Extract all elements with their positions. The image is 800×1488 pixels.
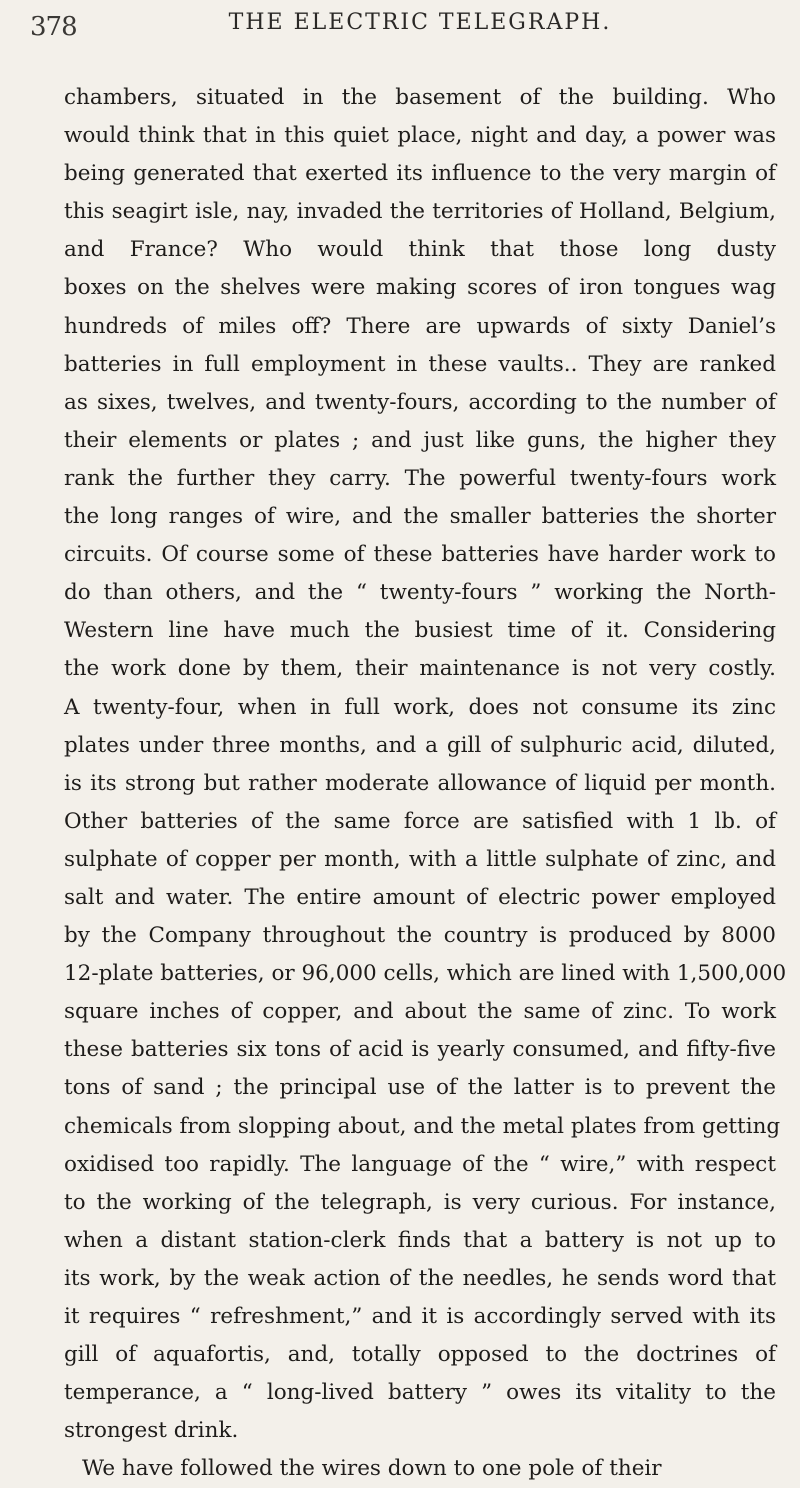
text-line: oxidised too rapidly. The language of the “ wire,” with respect [64, 1151, 776, 1177]
body-text [64, 79, 787, 1488]
text-line: the long ranges of wire, and the smaller batteries the shorter [64, 504, 776, 530]
text-line: to the working of the telegraph, is very curious. For instance, [64, 1189, 776, 1215]
paragraph-end-line: strongest drink. [64, 1418, 239, 1444]
text-line: it requires “ refreshment,” and it is accordingly served with its [64, 1304, 776, 1329]
text-line: A twenty-four, when in full work, does not consume its zinc [64, 694, 776, 720]
text-line: Western line have much the busiest time of it. Considering [64, 618, 776, 644]
text-line: circuits. Of course some of these batteries have harder work to [64, 542, 776, 568]
text-line: as sixes, twelves, and twenty-fours, according to the number of [64, 389, 776, 415]
text-line: is its strong but rather moderate allowance of liquid per month. [64, 770, 776, 796]
text-line: do than others, and the “ twenty-fours ” working the North- [64, 580, 776, 606]
text-line: batteries in full employment in these vaults.. They are ranked [64, 351, 776, 377]
text-line: 12-plate batteries, or 96,000 cells, which are lined with 1,500,000 [64, 961, 787, 987]
text-line: this seagirt isle, nay, invaded the territories of Holland, Belgium, [64, 199, 776, 225]
text-line: the work done by them, their maintenance is not very costly. [64, 656, 776, 682]
text-line: its work, by the weak action of the needles, he sends word that [64, 1265, 776, 1291]
text-line: would think that in this quiet place, night and day, a power was [64, 123, 776, 149]
text-line: temperance, a “ long-lived battery ” owes its vitality to the [64, 1380, 776, 1406]
running-head: THE ELECTRIC TELEGRAPH. [228, 10, 612, 35]
text-line: sulphate of copper per month, with a little sulphate of zinc, and [64, 846, 776, 872]
text-line: tons of sand ; the principal use of the latter is to prevent the [64, 1075, 776, 1101]
text-line: salt and water. The entire amount of electric power employed [64, 884, 776, 910]
text-line: these batteries six tons of acid is yearly consumed, and fifty-five [64, 1037, 776, 1063]
text-line: their elements or plates ; and just like guns, the higher they [64, 427, 776, 453]
text-line: boxes on the shelves were making scores of iron tongues wag [64, 275, 776, 301]
text-line: by the Company throughout the country is produced by 8000 [64, 923, 776, 949]
text-line: plates under three months, and a gill of sulphuric acid, diluted, [64, 732, 776, 758]
text-line: being generated that exerted its influence to the very margin of [64, 161, 776, 187]
text-line: when a distant station-clerk finds that a battery is not up to [64, 1227, 776, 1253]
page-number: 378 [30, 12, 77, 42]
text-line: hundreds of miles off? There are upwards of sixty Daniel’s [64, 313, 776, 339]
text-line: square inches of copper, and about the same of zinc. To work [64, 999, 776, 1025]
text-line: We have followed the wires down to one pole of their [82, 1456, 662, 1482]
text-line: gill of aquafortis, and, totally opposed to the doctrines of [64, 1342, 776, 1368]
text-line: Other batteries of the same force are satisfied with 1 lb. of [64, 808, 776, 834]
text-line: chemicals from slopping about, and the metal plates from getting [64, 1113, 781, 1139]
text-line: and France? Who would think that those long dusty [64, 237, 776, 263]
text-line: chambers, situated in the basement of the building. Who [64, 85, 776, 110]
text-line: rank the further they carry. The powerful twenty-fours work [64, 465, 776, 491]
